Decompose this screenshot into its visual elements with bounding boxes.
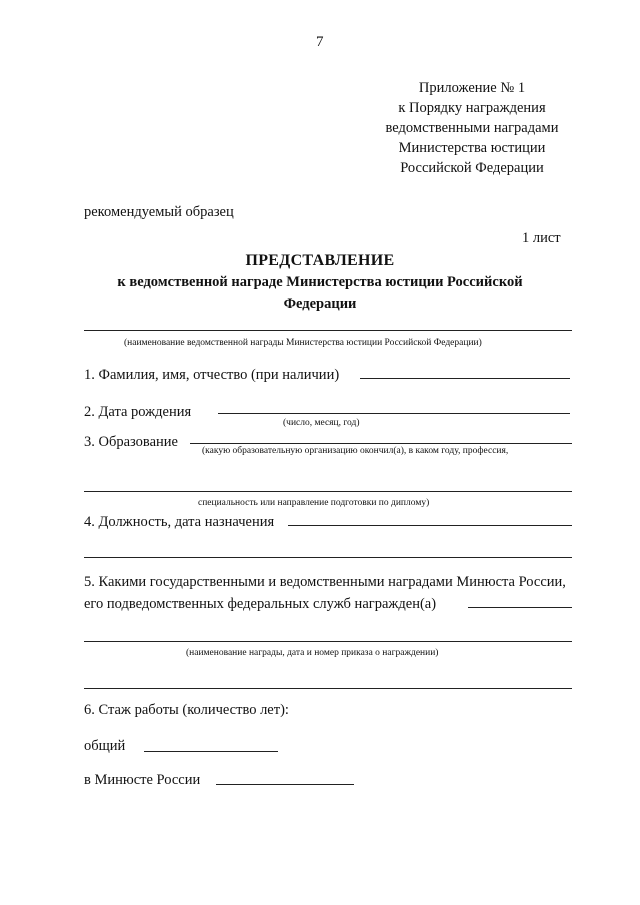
total-experience-line[interactable] (144, 751, 278, 752)
full-name-label: 1. Фамилия, имя, отчество (при наличии) (84, 367, 340, 383)
awards-line[interactable] (468, 607, 572, 608)
sheet-label: 1 лист (522, 230, 561, 246)
page-number: 7 (316, 34, 324, 50)
award-name-line[interactable] (84, 330, 572, 331)
education-label: 3. Образование (84, 434, 178, 450)
appendix-line: Министерства юстиции (398, 140, 546, 156)
education-hint-2: специальность или направление подготовки по диплому) (198, 498, 430, 508)
experience-label: 6. Стаж работы (количество лет): (84, 702, 289, 718)
birth-date-hint: (число, месяц, год) (283, 418, 360, 428)
full-name-line[interactable] (360, 378, 570, 379)
document-title: ПРЕДСТАВЛЕНИЕ (245, 252, 395, 269)
awards-hint: (наименование награды, дата и номер приказа о награждении) (186, 648, 439, 658)
awards-line-2[interactable] (84, 641, 572, 642)
education-line-2[interactable] (84, 491, 572, 492)
appendix-line: к Порядку награждения (398, 100, 546, 116)
birth-date-line[interactable] (218, 413, 570, 414)
document-subtitle: Федерации (283, 296, 357, 312)
appendix-line: Приложение № 1 (418, 80, 526, 96)
education-hint: (какую образовательную организацию окончил(а), в каком году, профессия, (202, 446, 509, 456)
appendix-header (372, 78, 572, 178)
birth-date-label: 2. Дата рождения (84, 404, 192, 420)
position-line[interactable] (288, 525, 572, 526)
sample-label: рекомендуемый образец (84, 204, 234, 220)
awards-label: 5. Какими государственными и ведомственными наградами Минюста России, (84, 574, 566, 590)
education-line[interactable] (190, 443, 572, 444)
minjust-experience-label: в Минюсте России (84, 772, 201, 788)
appendix-line: Российской Федерации (400, 160, 544, 176)
position-label: 4. Должность, дата назначения (84, 514, 275, 530)
document-subtitle: к ведомственной награде Министерства юстиции Российской (117, 274, 523, 290)
total-experience-label: общий (84, 738, 126, 754)
minjust-experience-line[interactable] (216, 784, 354, 785)
position-line-2[interactable] (84, 557, 572, 558)
awards-line-3[interactable] (84, 688, 572, 689)
awards-label-2: его подведомственных федеральных служб награжден(а) (84, 596, 437, 612)
award-name-hint: (наименование ведомственной награды Министерства юстиции Российской Федерации) (124, 338, 482, 348)
appendix-line: ведомственными наградами (385, 120, 559, 136)
